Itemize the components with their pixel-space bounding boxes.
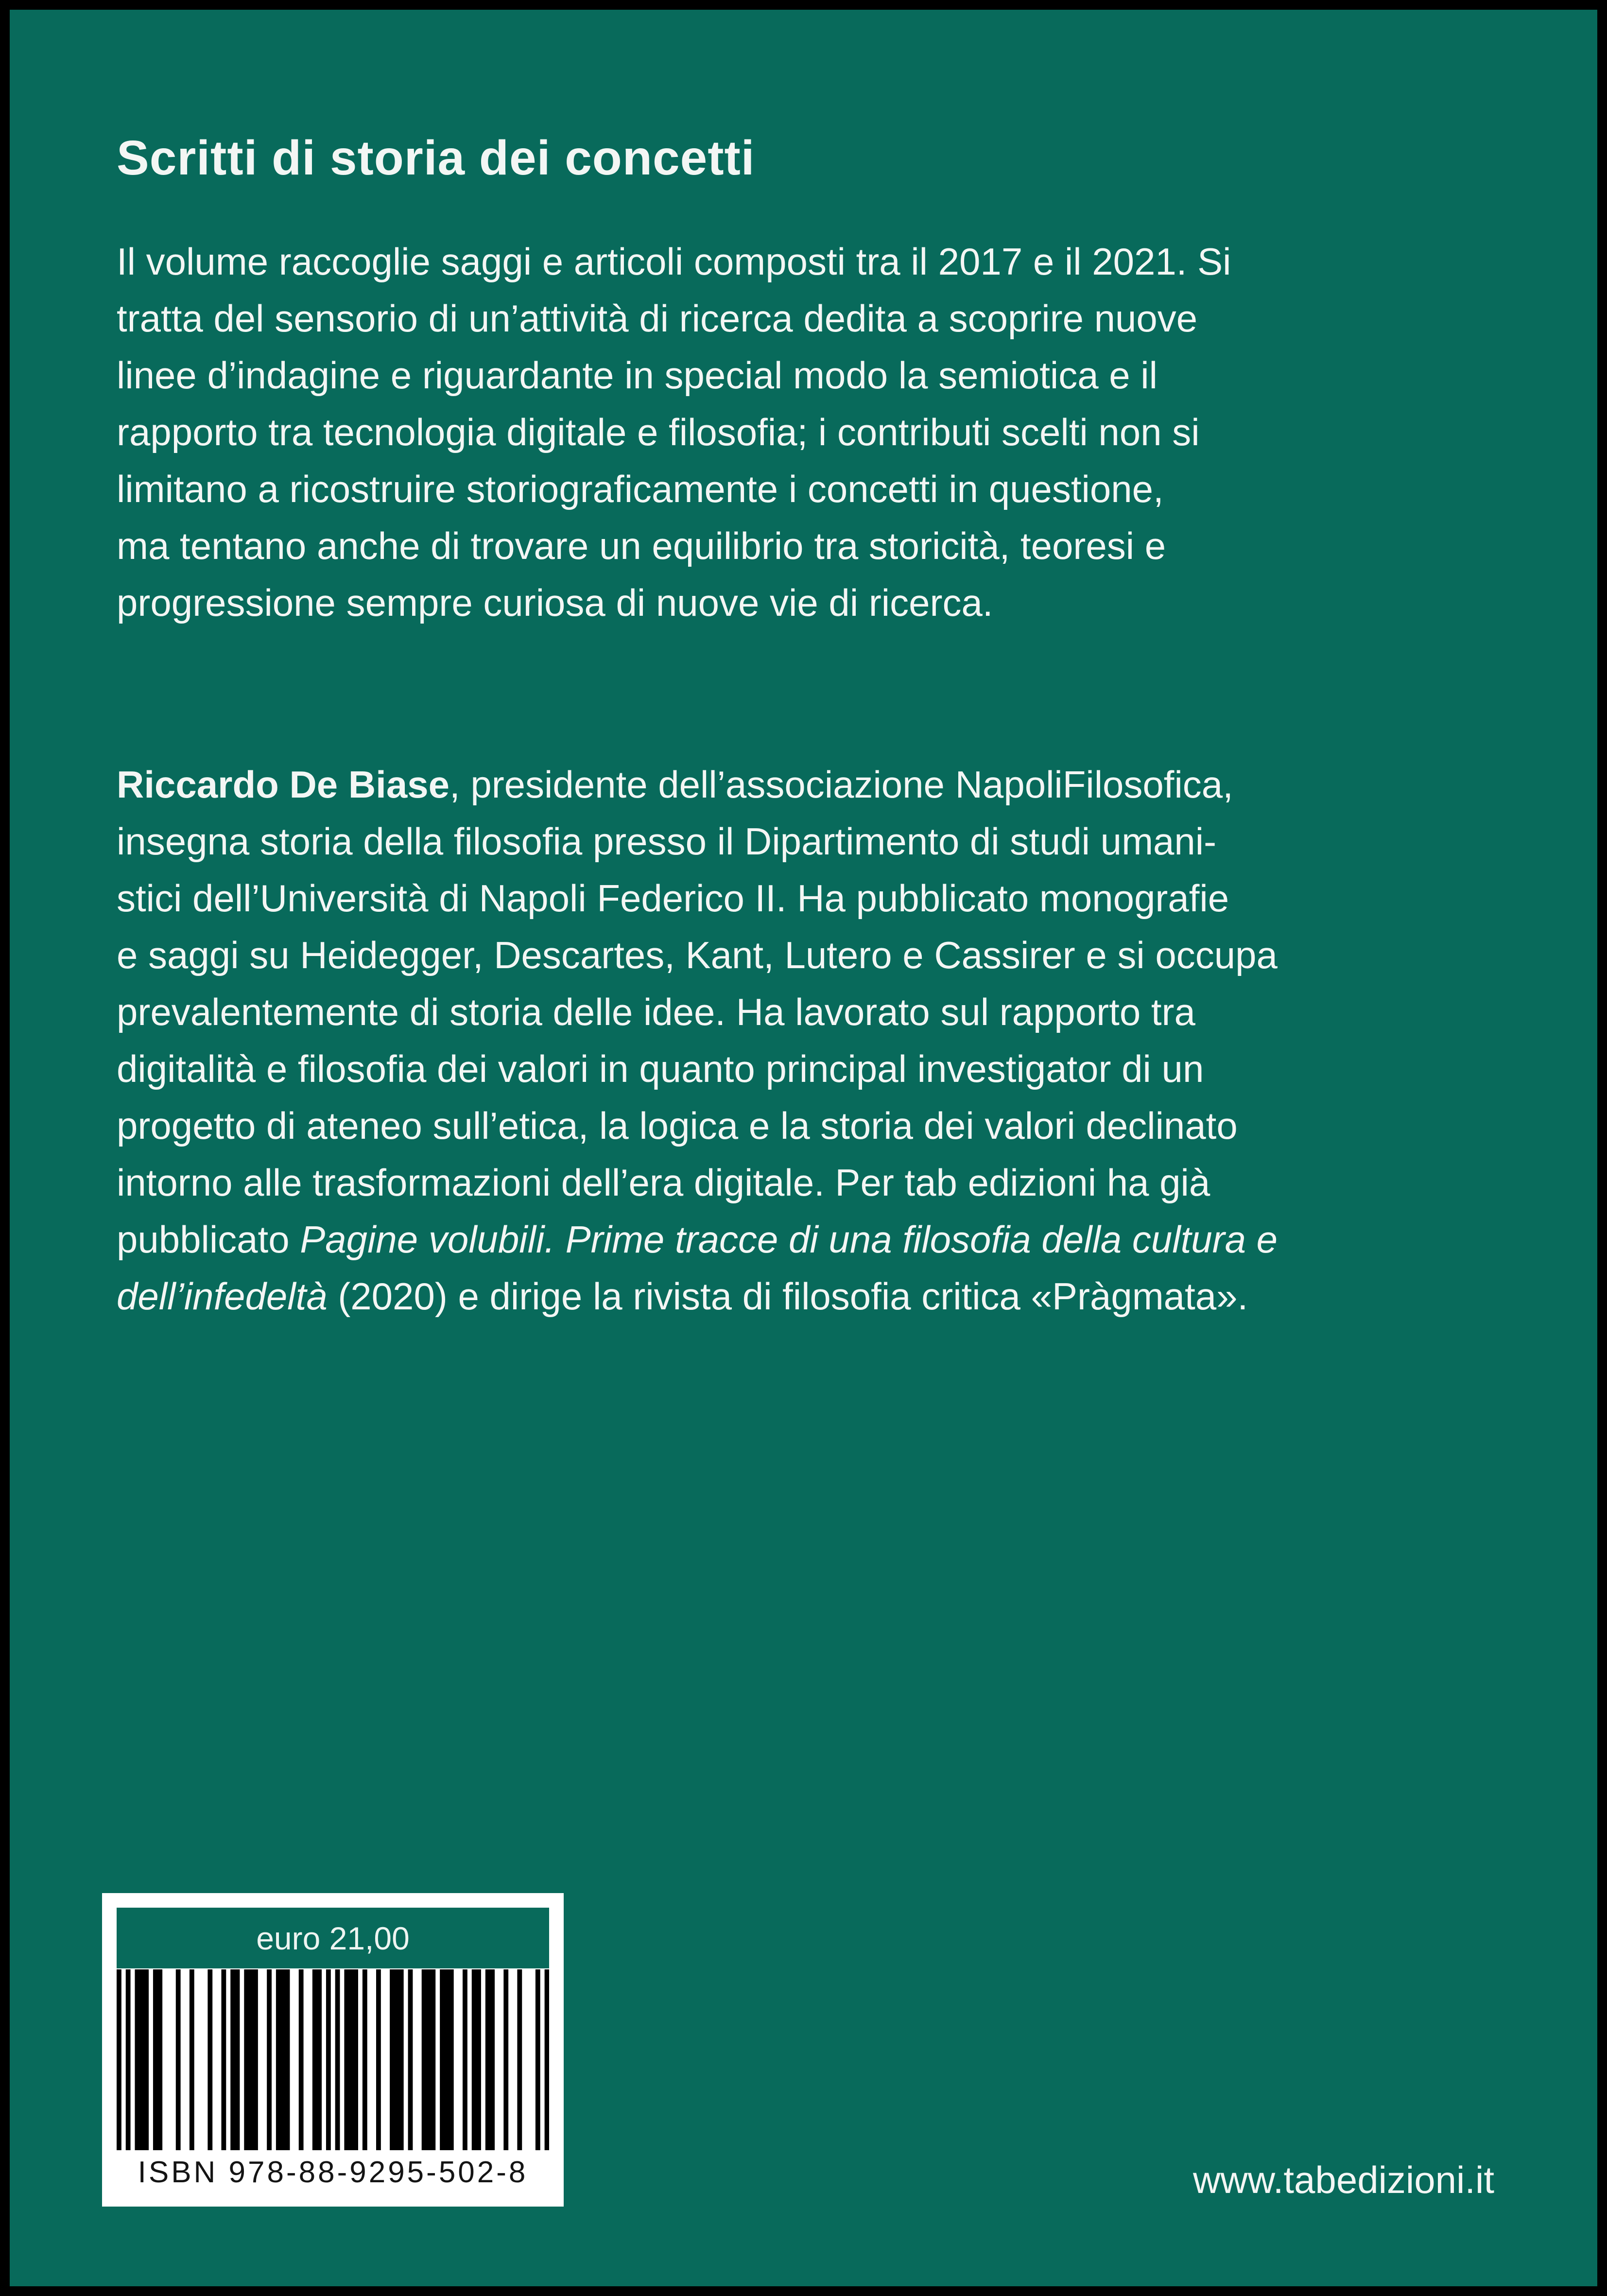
- bio-line: [117, 756, 1500, 813]
- cover-background: [10, 10, 1597, 2286]
- synopsis-line: rapporto tra tecnologia digitale e filosofia; i contributi scelti non si: [117, 411, 1200, 453]
- synopsis: [117, 233, 1500, 631]
- book-title: Scritti di storia dei concetti: [117, 131, 755, 185]
- bio-line: insegna storia della filosofia presso il Dipartimento di studi umani-: [117, 820, 1217, 863]
- isbn-label: ISBN 978-88-9295-502-8: [138, 2156, 528, 2189]
- synopsis-line: tratta del sensorio di un’attività di ricerca dedita a scoprire nuove: [117, 297, 1198, 340]
- publisher-website: www.tabedizioni.it: [1193, 2158, 1494, 2201]
- ean-barcode: [117, 1969, 549, 2150]
- bio-line: [117, 1211, 1500, 1268]
- price-label: euro 21,00: [256, 1920, 410, 1956]
- barcode-panel: [102, 1893, 564, 2207]
- bio-line: e saggi su Heidegger, Descartes, Kant, Lutero e Cassirer e si occupa: [117, 934, 1278, 976]
- synopsis-line: progressione sempre curiosa di nuove vie di ricerca.: [117, 581, 993, 624]
- bio-line-text: (2020) e dirige la rivista di filosofia critica «Pràgmata».: [327, 1275, 1248, 1318]
- synopsis-line: Il volume raccoglie saggi e articoli composti tra il 2017 e il 2021. Si: [117, 240, 1231, 283]
- book-reference-italic: Pagine volubili. Prime tracce di una filosofia della cultura e: [300, 1218, 1278, 1261]
- bio-line-text: pubblicato: [117, 1218, 300, 1261]
- synopsis-line: limitano a ricostruire storiograficamente i concetti in questione,: [117, 468, 1164, 510]
- price-band: [117, 1908, 549, 1968]
- bio-line: intorno alle trasformazioni dell’era digitale. Per tab edizioni ha già: [117, 1161, 1210, 1204]
- bio-line: progetto di ateneo sull’etica, la logica e la storia dei valori declinato: [117, 1104, 1238, 1147]
- book-reference-italic: dell’infedeltà: [117, 1275, 328, 1318]
- bio-line: stici dell’Università di Napoli Federico II. Ha pubblicato monografie: [117, 877, 1229, 920]
- synopsis-line: linee d’indagine e riguardante in special modo la semiotica e il: [117, 354, 1158, 397]
- synopsis-line: ma tentano anche di trovare un equilibrio tra storicità, teoresi e: [117, 524, 1166, 567]
- author-bio: [117, 756, 1500, 1325]
- bio-line: [117, 1268, 1500, 1325]
- bio-line: prevalentemente di storia delle idee. Ha lavorato sul rapporto tra: [117, 991, 1195, 1033]
- author-name: Riccardo De Biase: [117, 763, 449, 806]
- bio-line: digitalità e filosofia dei valori in quanto principal investigator di un: [117, 1047, 1204, 1090]
- bio-line-text: , presidente dell’associazione NapoliFilosofica,: [449, 763, 1233, 806]
